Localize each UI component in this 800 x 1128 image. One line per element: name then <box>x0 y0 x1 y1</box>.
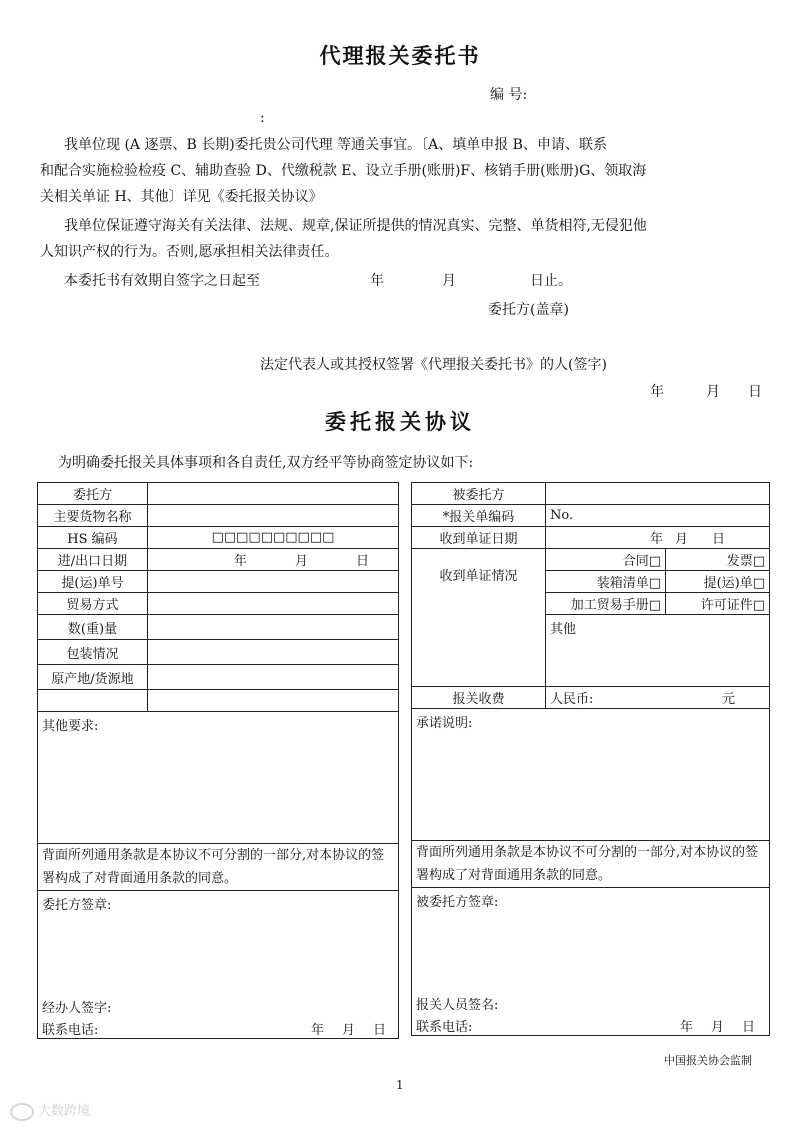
table-row <box>38 615 399 640</box>
origin-value[interactable] <box>148 665 399 690</box>
right-clause: 背面所列通用条款是本协议不可分割的一部分,对本协议的签署构成了对背面通用条款的同意。 <box>412 841 770 888</box>
io-date-month: 月 <box>295 554 309 569</box>
commitment[interactable] <box>412 709 770 841</box>
principal-signature-label: 委托方签章: <box>42 898 112 913</box>
packing-list-checkbox[interactable]: 装箱清单□ <box>546 571 666 593</box>
hs-code-boxes[interactable]: □□□□□□□□□□ <box>148 527 399 549</box>
validity-prefix: 本委托书有效期自签字之日起至 <box>64 273 260 289</box>
receive-date-year: 年 <box>650 532 664 547</box>
principal-value[interactable] <box>148 483 399 505</box>
agent-signature-label: 被委托方签章: <box>416 895 499 910</box>
receive-status-label: 收到单证情况 <box>412 549 546 687</box>
origin-label: 原产地/货源地 <box>38 665 148 690</box>
table-row <box>412 505 770 527</box>
agent-signature-block[interactable] <box>412 888 770 1036</box>
watermark-text: 大数跨境 <box>38 1104 91 1119</box>
left-phone-label: 联系电话: <box>42 1023 99 1038</box>
watermark <box>10 1100 90 1121</box>
left-sign-day: 日 <box>372 1023 386 1038</box>
io-date-day: 日 <box>356 554 370 569</box>
para1-line1: 我单位现 (A 逐票、B 长期)委托贵公司代理 等通关事宜。〔A、填单申报 B、申请、联系 <box>64 137 607 153</box>
number-label: 编 号: <box>490 87 528 103</box>
agent-label: 被委托方 <box>412 483 546 505</box>
receive-date-day: 日 <box>712 532 726 547</box>
receive-date-label: 收到单证日期 <box>412 527 546 549</box>
fee-label: 报关收费 <box>412 687 546 709</box>
para1-line3: 关相关单证 H、其他〕详见《委托报关协议》 <box>40 189 323 205</box>
table-row <box>38 640 399 665</box>
table-row <box>38 665 399 690</box>
bl-no-label: 提(运)单号 <box>38 571 148 593</box>
sign-day: 日 <box>748 384 762 400</box>
sign-year: 年 <box>650 384 664 400</box>
table-row <box>412 527 770 549</box>
other-docs-label: 其他 <box>550 622 577 637</box>
processing-manual-checkbox[interactable]: 加工贸易手册□ <box>546 593 666 615</box>
colon-mark: : <box>260 110 265 126</box>
principal-table <box>37 482 399 1039</box>
right-phone-label: 联系电话: <box>416 1020 473 1035</box>
left-clause: 背面所列通用条款是本协议不可分割的一部分,对本协议的签署构成了对背面通用条款的同意。 <box>38 844 399 891</box>
table-row <box>412 709 770 841</box>
rmb-label: 人民币: <box>550 692 594 707</box>
table-row <box>38 891 399 1039</box>
other-requirements-label: 其他要求: <box>42 719 99 734</box>
io-date-value[interactable] <box>148 549 399 571</box>
goods-name-value[interactable] <box>148 505 399 527</box>
hs-code-label: HS 编码 <box>38 527 148 549</box>
supervision-note: 中国报关协会监制 <box>664 1054 752 1067</box>
table-row <box>412 841 770 888</box>
contract-checkbox[interactable]: 合同□ <box>546 549 666 571</box>
packing-value[interactable] <box>148 640 399 665</box>
agent-table <box>411 482 770 1036</box>
validity-month: 月 <box>442 273 456 289</box>
decl-no-value[interactable]: No. <box>546 505 770 527</box>
bl-no-value[interactable] <box>148 571 399 593</box>
other-requirements[interactable] <box>38 712 399 844</box>
legal-rep-signature: 法定代表人或其授权签署《代理报关委托书》的人(签字) <box>260 357 607 373</box>
right-sign-month: 月 <box>710 1020 724 1035</box>
right-sign-year: 年 <box>679 1020 693 1035</box>
validity-day-end: 日止。 <box>530 273 572 289</box>
para2-line2: 人知识产权的行为。否则,愿承担相关法律责任。 <box>40 244 339 260</box>
bl-checkbox[interactable]: 提(运)单□ <box>666 571 770 593</box>
table-row <box>38 844 399 891</box>
table-row <box>412 687 770 709</box>
right-sign-day: 日 <box>741 1020 755 1035</box>
principal-seal: 委托方(盖章) <box>488 302 569 318</box>
left-sign-year: 年 <box>310 1023 324 1038</box>
broker-sign-label: 报关人员签名: <box>416 998 499 1013</box>
left-sign-month: 月 <box>341 1023 355 1038</box>
trade-mode-value[interactable] <box>148 593 399 615</box>
packing-label: 包装情况 <box>38 640 148 665</box>
table-row <box>38 527 399 549</box>
table-row <box>38 690 399 712</box>
table-row <box>412 549 770 571</box>
quantity-label: 数(重)量 <box>38 615 148 640</box>
agreement-intro: 为明确委托报关具体事项和各自责任,双方经平等协商签定协议如下: <box>58 455 474 471</box>
sign-month: 月 <box>706 384 720 400</box>
page-number: 1 <box>396 1078 404 1092</box>
trade-mode-label: 贸易方式 <box>38 593 148 615</box>
license-checkbox[interactable]: 许可证件□ <box>666 593 770 615</box>
invoice-checkbox[interactable]: 发票□ <box>666 549 770 571</box>
principal-label: 委托方 <box>38 483 148 505</box>
validity-year: 年 <box>370 273 384 289</box>
commitment-label: 承诺说明: <box>416 716 473 731</box>
table-row <box>38 549 399 571</box>
receive-date-month: 月 <box>675 532 689 547</box>
blank-label <box>38 690 148 712</box>
para2-line1: 我单位保证遵守海关有关法律、法规、规章,保证所提供的情况真实、完整、单货相符,无侵犯他 <box>64 218 647 234</box>
decl-no-label: *报关单编码 <box>412 505 546 527</box>
table-row <box>38 483 399 505</box>
blank-value[interactable] <box>148 690 399 712</box>
principal-signature-block[interactable] <box>38 891 399 1039</box>
table-row <box>38 593 399 615</box>
para1-line2: 和配合实施检验检疫 C、辅助查验 D、代缴税款 E、设立手册(账册)F、核销手册(账册)G、领取海 <box>40 163 647 179</box>
left-phone-row <box>42 1019 386 1038</box>
other-docs[interactable] <box>546 615 770 687</box>
agent-value[interactable] <box>546 483 770 505</box>
goods-name-label: 主要货物名称 <box>38 505 148 527</box>
receive-date-value[interactable] <box>546 527 770 549</box>
table-row <box>38 505 399 527</box>
watermark-logo-icon <box>10 1103 34 1121</box>
table-row <box>412 483 770 505</box>
power-of-attorney-title: 代理报关委托书 <box>319 43 481 68</box>
yuan-label: 元 <box>721 692 735 707</box>
table-row <box>38 571 399 593</box>
handler-sign-label: 经办人签字: <box>42 1001 112 1016</box>
fee-value[interactable] <box>546 687 770 709</box>
io-date-label: 进/出口日期 <box>38 549 148 571</box>
agreement-title: 委托报关协议 <box>325 409 475 434</box>
right-phone-row <box>416 1016 755 1035</box>
table-row <box>38 712 399 844</box>
io-date-year: 年 <box>234 554 248 569</box>
table-row <box>412 888 770 1036</box>
quantity-value[interactable] <box>148 615 399 640</box>
